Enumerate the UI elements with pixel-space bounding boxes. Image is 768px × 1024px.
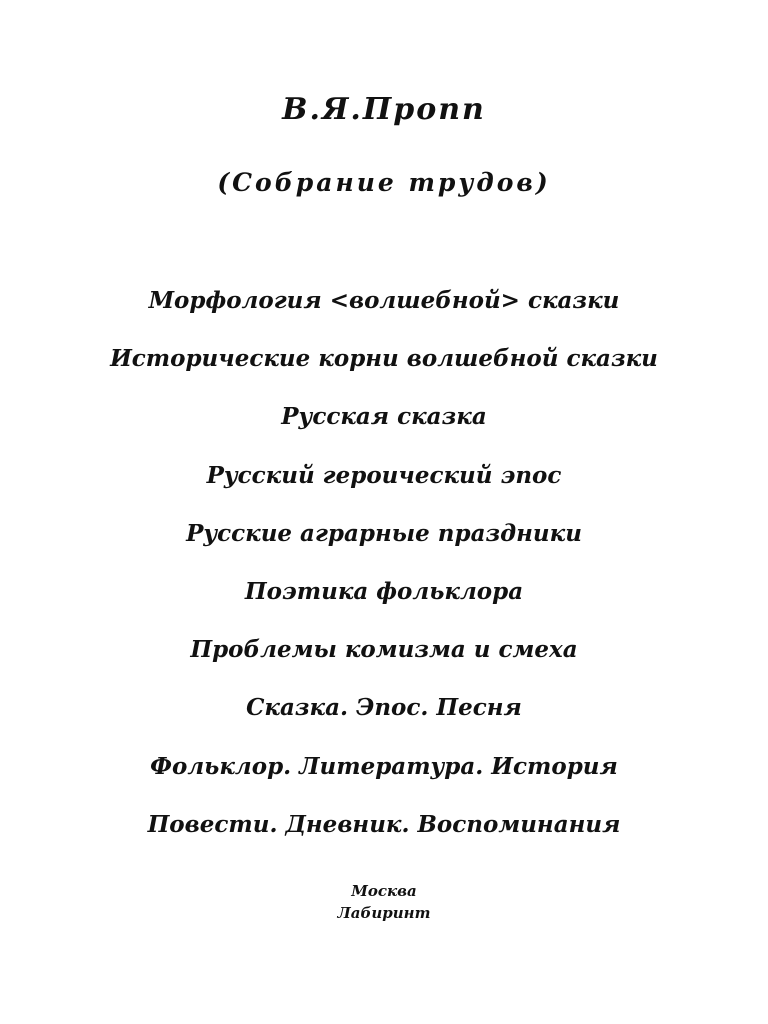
work-title: Поэтика фольклора: [244, 577, 524, 605]
work-title: Русские аграрные праздники: [186, 519, 582, 547]
work-title: Проблемы комизма и смеха: [190, 636, 578, 664]
work-title: Фольклор. Литература. История: [150, 752, 618, 780]
work-title: Повести. Дневник. Воспоминания: [147, 810, 621, 838]
publication-city: Москва: [351, 882, 417, 900]
author-name: В.Я.Пропп: [282, 92, 486, 127]
work-title: Исторические корни волшебной сказки: [110, 345, 658, 373]
work-title: Русская сказка: [281, 403, 487, 431]
publisher-name: Лабиринт: [337, 904, 431, 922]
work-title: Морфология <волшебной> сказки: [148, 287, 620, 314]
works-list: [0, 282, 768, 864]
collection-subtitle: (Собрание трудов): [217, 168, 551, 197]
work-title: Русский героический эпос: [206, 461, 562, 489]
work-title: Сказка. Эпос. Песня: [246, 694, 522, 722]
